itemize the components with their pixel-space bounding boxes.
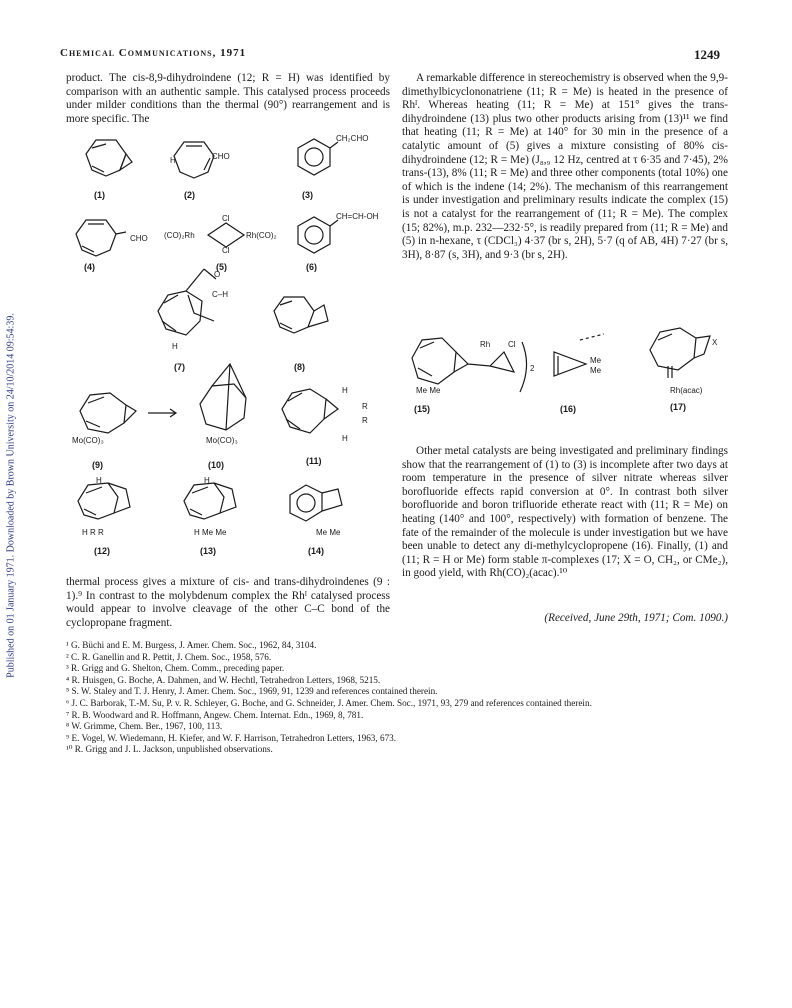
structure-6 xyxy=(298,217,338,253)
structure-14 xyxy=(290,485,342,521)
reference-item: ² C. R. Ganellin and R. Pettit, J. Chem. Soc., 1958, 576. xyxy=(66,651,272,662)
left-paragraph-1: product. The cis-8,9-dihydroindene (12; R = H) was identified by comparison with an authentic sample. This catalysed process proceeds under milder conditions than the thermal (90°) rearrangement and is more specific. The xyxy=(66,72,390,125)
o-label-7: O xyxy=(214,270,221,279)
journal-header: Chemical Communications, 1971 xyxy=(60,47,247,59)
label-8: (8) xyxy=(294,362,305,372)
reference-item: ⁷ R. B. Woodward and R. Hoffmann, Angew. Chem. Internat. Edn., 1969, 8, 781. xyxy=(66,709,364,720)
reference-item: ⁴ R. Huisgen, G. Boche, A. Dahmen, and W. Hechtl, Tetrahedron Letters, 1968, 5215. xyxy=(66,674,381,685)
meme-label-15: Me Me xyxy=(416,386,441,395)
cho-label-4: CHO xyxy=(130,234,148,243)
label-7: (7) xyxy=(174,362,185,372)
label-5: (5) xyxy=(216,262,227,272)
structure-13 xyxy=(184,483,236,519)
cho-label: CHO xyxy=(212,152,230,161)
meme-label-14: Me Me xyxy=(316,528,341,537)
rh-label-15: Rh xyxy=(480,340,491,349)
right-paragraph-1: A remarkable difference in stereochemistry is observed when the 9,9-dimethylbicyclononatriene (11; R = Me) is heated in the presence of Rhᴵ. Whereas heating (11; R = Me) at 151° gives the trans-dihydroindene (13) plus two other products arising from (13)¹¹ we find that heating (11; R = Me) at 140° for 30 min in the presence of a catalytic amount of (5) gives a mixture consisting of 80% cis-dihydroindene (12; R = Me) (J₈,₉ 12 Hz, centred at τ 6·35 and 7·45), 2% trans-(13), 8% (11; R = Me) and three other components (total 10%) one of which is the indene (14; 2%). The mechanism of this rearrangement is under investigation and preliminary results indicate the complex (15) is not a catalyst for the rearrangement of (11; R = Me). The complex (15; 82%), m.p. 232—232·5°, is readily prepared from (11; R = Me) and (5) in n-hexane, τ (CDCl₃) 4·37 (br s, 2H), 5·7 (q of AB, 4H) 7·27 (br s, 3H), 8·87 (s, 3H), and 9·3 (br s, 2H). xyxy=(402,72,728,261)
h-label-2: H xyxy=(170,156,176,165)
structure-2 xyxy=(174,142,214,178)
structures-figure xyxy=(66,130,390,570)
r-bottom-label-11: R xyxy=(362,416,368,425)
right-paragraph-2: Other metal catalysts are being investigated and preliminary findings show that the rearrangement of (1) to (3) is incomplete after two days at room temperature in the presence of silver nitrate whereas silver borofluoride effects rapid conversion at 0°. In contrast both silver borofluoride and boron trifluoride etherate react with (11; R = Me) on heating (140° and 100°, respectively) with formation of benzene. The fate of the remainder of the molecule is under investigation but we have been unable to detect any di-methylcyclopropene (16). Finally, (1) and (11; R = H or Me) form stable π-complexes (17; X = O, CH₂, or CMe₂), in good yield, with Rh(CO)₂(acac).¹⁰ xyxy=(402,445,728,580)
structure-9 xyxy=(80,393,136,433)
rhacac-label-17: Rh(acac) xyxy=(670,386,703,395)
label-12: (12) xyxy=(94,546,111,556)
structure-3 xyxy=(298,139,338,175)
mo-label-10: Mo(CO)₃ xyxy=(206,436,238,445)
cl-label-15: Cl xyxy=(508,340,516,349)
reference-item: ³ R. Grigg and G. Shelton, Chem. Comm., preceding paper. xyxy=(66,663,285,674)
cl-top-label: Cl xyxy=(222,214,230,223)
reference-item: ⁶ J. C. Barborak, T.-M. Su, P. v. R. Schleyer, G. Boche, and G. Schneider, J. Amer. Chem. Soc., 1971, 93, 279 and references contained therein. xyxy=(66,697,592,708)
label-13: (13) xyxy=(200,546,217,556)
label-2: (2) xyxy=(184,190,195,200)
rh-right-label: Rh(CO)₂ xyxy=(246,231,277,240)
me-top-label-16: Me xyxy=(590,356,602,365)
label-14: (14) xyxy=(308,546,325,556)
structure-10 xyxy=(200,364,246,430)
structure-12 xyxy=(78,483,130,519)
reference-item: ⁵ S. W. Staley and T. J. Henry, J. Amer. Chem. Soc., 1969, 91, 1239 and references contained therein. xyxy=(66,686,438,697)
h-label-7: H xyxy=(172,342,178,351)
cl-bottom-label: Cl xyxy=(222,246,230,255)
reference-item: ¹⁰ R. Grigg and J. L. Jackson, unpublished observations. xyxy=(66,744,273,755)
chchoh-label: CH=CH-OH xyxy=(336,212,379,221)
structure-8 xyxy=(274,297,328,333)
label-3: (3) xyxy=(302,190,313,200)
reference-item: ⁸ W. Grimme, Chem. Ber., 1967, 100, 113. xyxy=(66,721,223,732)
ch2cho-label: CH₂CHO xyxy=(336,134,369,143)
two-label-15: 2 xyxy=(530,364,535,373)
reference-item: ¹ G. Büchi and E. M. Burgess, J. Amer. Chem. Soc., 1962, 84, 3104. xyxy=(66,640,317,650)
hmeme-label-13: H Me Me xyxy=(194,528,227,537)
left-column-top xyxy=(66,72,390,126)
h-top-label-11: H xyxy=(342,386,348,395)
left-column-bottom xyxy=(66,576,390,630)
structure-11 xyxy=(282,389,338,433)
references-list xyxy=(66,640,731,756)
mo-label-9: Mo(CO)₃ xyxy=(72,436,104,445)
structure-4 xyxy=(76,220,126,256)
structure-5 xyxy=(208,223,244,247)
structures-drawing xyxy=(66,130,390,570)
structure-1 xyxy=(86,140,132,176)
hrr-label-12: H R R xyxy=(82,528,104,537)
ch-label-7: C–H xyxy=(212,290,229,299)
label-9: (9) xyxy=(92,460,103,470)
watermark-text: Published on 01 January 1971. Downloaded by Brown University on 24/10/2014 09:54:39. xyxy=(5,313,17,678)
structure-17 xyxy=(650,328,710,378)
label-16: (16) xyxy=(560,404,577,414)
complexes-figure xyxy=(402,320,728,420)
structure-7 xyxy=(158,269,216,335)
r-top-label-11: R xyxy=(362,402,368,411)
label-6: (6) xyxy=(306,262,317,272)
page-number: 1249 xyxy=(694,47,720,62)
left-paragraph-2: thermal process gives a mixture of cis- and trans-dihydroindenes (9 : 1).⁹ In contrast to the molybdenum complex the Rhᴵ catalysed process would appear to involve cleavage of the other C–C bond of the cyclopropane fragment. xyxy=(66,576,390,629)
label-10: (10) xyxy=(208,460,225,470)
reaction-arrow xyxy=(148,409,176,417)
download-watermark xyxy=(2,210,20,790)
label-4: (4) xyxy=(84,262,95,272)
me-bottom-label-16: Me xyxy=(590,366,602,375)
label-1: (1) xyxy=(94,190,105,200)
reference-item: ⁹ E. Vogel, W. Wiedemann, H. Kiefer, and W. F. Harrison, Tetrahedron Letters, 1963, 673. xyxy=(66,732,397,743)
label-15: (15) xyxy=(414,404,431,414)
x-label-17: X xyxy=(712,338,718,347)
received-line: (Received, June 29th, 1971; Com. 1090.) xyxy=(544,612,728,624)
h-label-13: H xyxy=(204,476,210,485)
h-bottom-label-11: H xyxy=(342,434,348,443)
rh-left-label: (CO)₂Rh xyxy=(164,231,195,240)
h-label-12: H xyxy=(96,476,102,485)
label-17: (17) xyxy=(670,402,687,412)
right-column-top xyxy=(402,72,728,262)
right-column-bottom xyxy=(402,445,728,581)
label-11: (11) xyxy=(306,456,322,466)
